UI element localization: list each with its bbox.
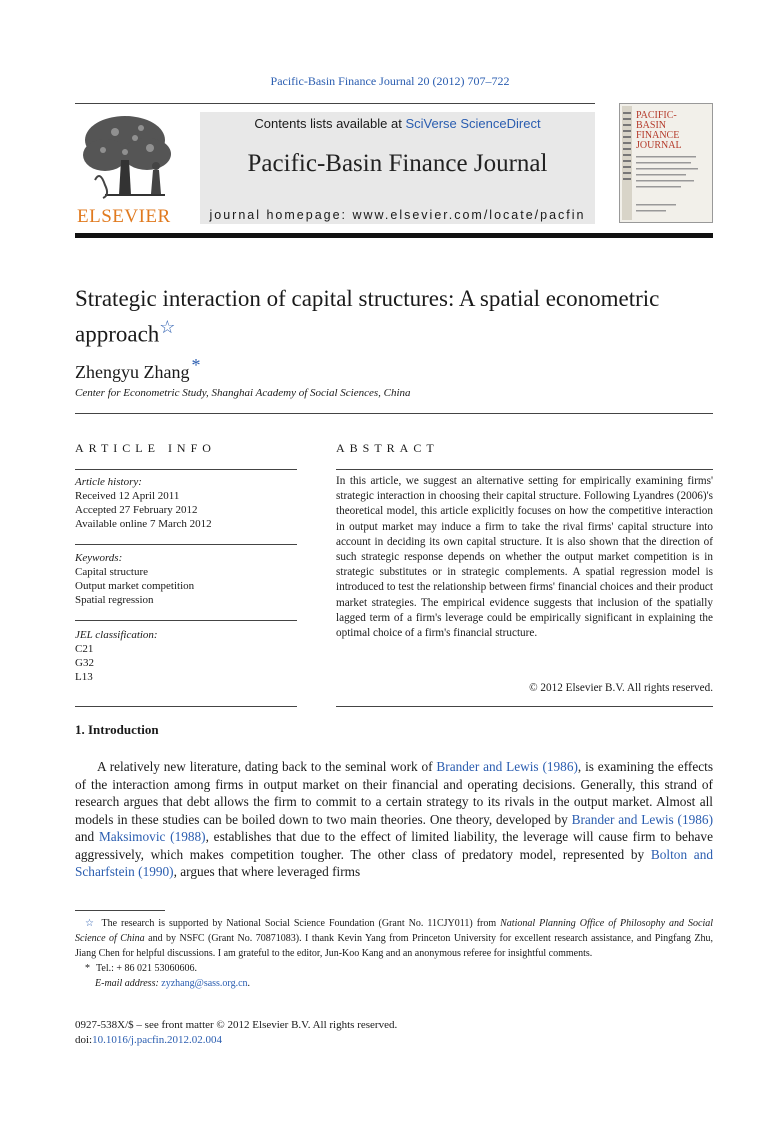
- section-heading-introduction: 1. Introduction: [75, 722, 159, 737]
- contents-prefix: Contents lists available at: [254, 116, 406, 131]
- article-history: [75, 475, 297, 531]
- citation-link[interactable]: Brander and Lewis (1986): [436, 759, 578, 774]
- intro-text: , establishes that due to the effect of limited liability, the leverage will cause firm to behave aggressively, which makes competition tougher. The other class of predatory model, represented by: [75, 829, 713, 862]
- history-label: Article history:: [75, 476, 142, 488]
- telephone-text: Tel.: + 86 021 53060606.: [96, 963, 198, 974]
- article-title-text: Strategic interaction of capital structures: A spatial econometric approach: [75, 286, 660, 347]
- sciencedirect-link[interactable]: SciVerse ScienceDirect: [405, 116, 541, 131]
- jel-code: L13: [75, 671, 93, 683]
- doi-label: doi:: [75, 1034, 93, 1046]
- funding-footnote: [75, 916, 713, 961]
- intro-text: and: [75, 829, 99, 844]
- keyword-item: Capital structure: [75, 566, 149, 578]
- cover-title-line-4: JOURNAL: [636, 140, 682, 151]
- elsevier-tree-icon: [75, 110, 195, 228]
- cover-title-line-1: PACIFIC-: [636, 110, 677, 121]
- history-received: Received 12 April 2011: [75, 490, 180, 502]
- author-name: [75, 355, 200, 383]
- footnote-text: The research is supported by National Social Science Foundation (Grant No. 11CJY011) from: [101, 918, 501, 929]
- journal-cover-thumbnail[interactable]: [619, 103, 713, 223]
- abstract-heading: ABSTRACT: [336, 441, 439, 455]
- abstract-copyright: © 2012 Elsevier B.V. All rights reserved.: [529, 682, 713, 694]
- footnotes: [75, 916, 713, 991]
- author-footnote-marker[interactable]: *: [191, 355, 201, 375]
- citation-link[interactable]: Bolton and Scharfstein (1990): [75, 846, 714, 879]
- footnote-rule: [75, 910, 165, 911]
- info-rule: [75, 706, 297, 707]
- article-title: [75, 284, 695, 349]
- title-footnote-star-icon[interactable]: ☆: [159, 317, 176, 337]
- history-accepted: Accepted 27 February 2012: [75, 504, 198, 516]
- info-rule: [75, 544, 297, 545]
- telephone-marker: *: [85, 963, 90, 974]
- cover-image: [620, 104, 712, 222]
- intro-text: A relatively new literature, dating back to the seminal work of: [97, 759, 437, 774]
- cover-title-line-3: FINANCE: [636, 130, 680, 141]
- author-email: [95, 976, 713, 991]
- elsevier-logo[interactable]: [75, 110, 195, 228]
- article-info-heading: ARTICLE INFO: [75, 441, 216, 455]
- abstract-rule: [336, 706, 713, 707]
- footnote-funder: National Planning Office of Philosophy and Social Science of China: [75, 918, 714, 944]
- keywords: [75, 551, 297, 607]
- abstract-text: In this article, we suggest an alternative setting for empirically examining firms' strategic interaction in choosing their capital structure. Following Lyandres (2006)'s theoretical model, this article explicitly focuses on how the competitive interaction in output market may induce a firm to take the rival firms' capital structure into account in deciding its own capital structure. It is also shown that the direction of such strategic response depends on whether the output market competition is in strategic substitutes or in strategic complements. A spatial regression model is introduced to test the relationship between firms' financial choices and their product market strategies. The empirical evidence suggests that inclusion of the spatially lagged term of a firm's leverage could be empirically significant in explaining the optimal choice of a firm's financial structure.: [336, 475, 713, 640]
- citation-link[interactable]: Maksimovic (1988): [98, 829, 206, 844]
- info-rule: [75, 620, 297, 621]
- intro-text: , is examining the effects of the interaction among firms in output market on their financial and operating decisions. Generally, this strand of research argues that debt allows the firm to commit to a certain strategy to its rivals in the output market. Almost all models in these studies can be boiled down to two main theories. One theory, developed by: [75, 759, 714, 827]
- publisher-wordmark: ELSEVIER: [77, 206, 171, 227]
- contents-availability: [200, 116, 595, 131]
- journal-name[interactable]: Pacific-Basin Finance Journal: [247, 150, 548, 177]
- cover-title-line-2: BASIN: [636, 120, 667, 131]
- jel-code: G32: [75, 657, 94, 669]
- issn-line: 0927-538X/$ – see front matter © 2012 Elsevier B.V. All rights reserved.: [75, 1019, 398, 1031]
- journal-citation[interactable]: Pacific-Basin Finance Journal 20 (2012) 707–722: [270, 74, 510, 88]
- header-rule: [75, 103, 595, 104]
- author-affiliation: Center for Econometric Study, Shanghai Academy of Social Sciences, China: [75, 387, 411, 399]
- footnote-text: and by NSFC (Grant No. 70871083). I thank Kevin Yang from Princeton University for excellent research assistance, and Pingfang Zhu, Jiang Chen for helpful discussions. I am grateful to the editor, Jun-Koo Kang and an anonymous referee for insightful comments.: [75, 933, 713, 959]
- jel-code: C21: [75, 643, 94, 655]
- citation-link[interactable]: Brander and Lewis (1986): [571, 811, 713, 827]
- footnote-star-icon: ☆: [85, 918, 96, 929]
- keywords-label: Keywords:: [75, 552, 123, 564]
- journal-homepage[interactable]: journal homepage: www.elsevier.com/locate/pacfin: [209, 208, 586, 222]
- front-matter-info: [75, 1018, 397, 1048]
- abstract-rule: [336, 469, 713, 470]
- history-online: Available online 7 March 2012: [75, 518, 212, 530]
- doi-link[interactable]: 10.1016/j.pacfin.2012.02.004: [92, 1034, 222, 1046]
- title-rule: [75, 413, 713, 414]
- header-thick-rule: [75, 233, 713, 238]
- introduction-paragraph: [75, 758, 713, 881]
- email-end: .: [247, 978, 251, 989]
- doi-line: [75, 1033, 397, 1048]
- jel-classification: [75, 628, 297, 684]
- author-telephone: [85, 961, 713, 976]
- intro-text: , argues that where leveraged firms: [173, 864, 361, 879]
- author-name-text: Zhengyu Zhang: [75, 362, 190, 382]
- keyword-item: Output market competition: [75, 580, 195, 592]
- email-link[interactable]: zyzhang@sass.org.cn: [161, 978, 248, 989]
- info-rule: [75, 469, 297, 470]
- email-label: E-mail address:: [95, 978, 162, 989]
- jel-label: JEL classification:: [75, 629, 158, 641]
- keyword-item: Spatial regression: [75, 594, 154, 606]
